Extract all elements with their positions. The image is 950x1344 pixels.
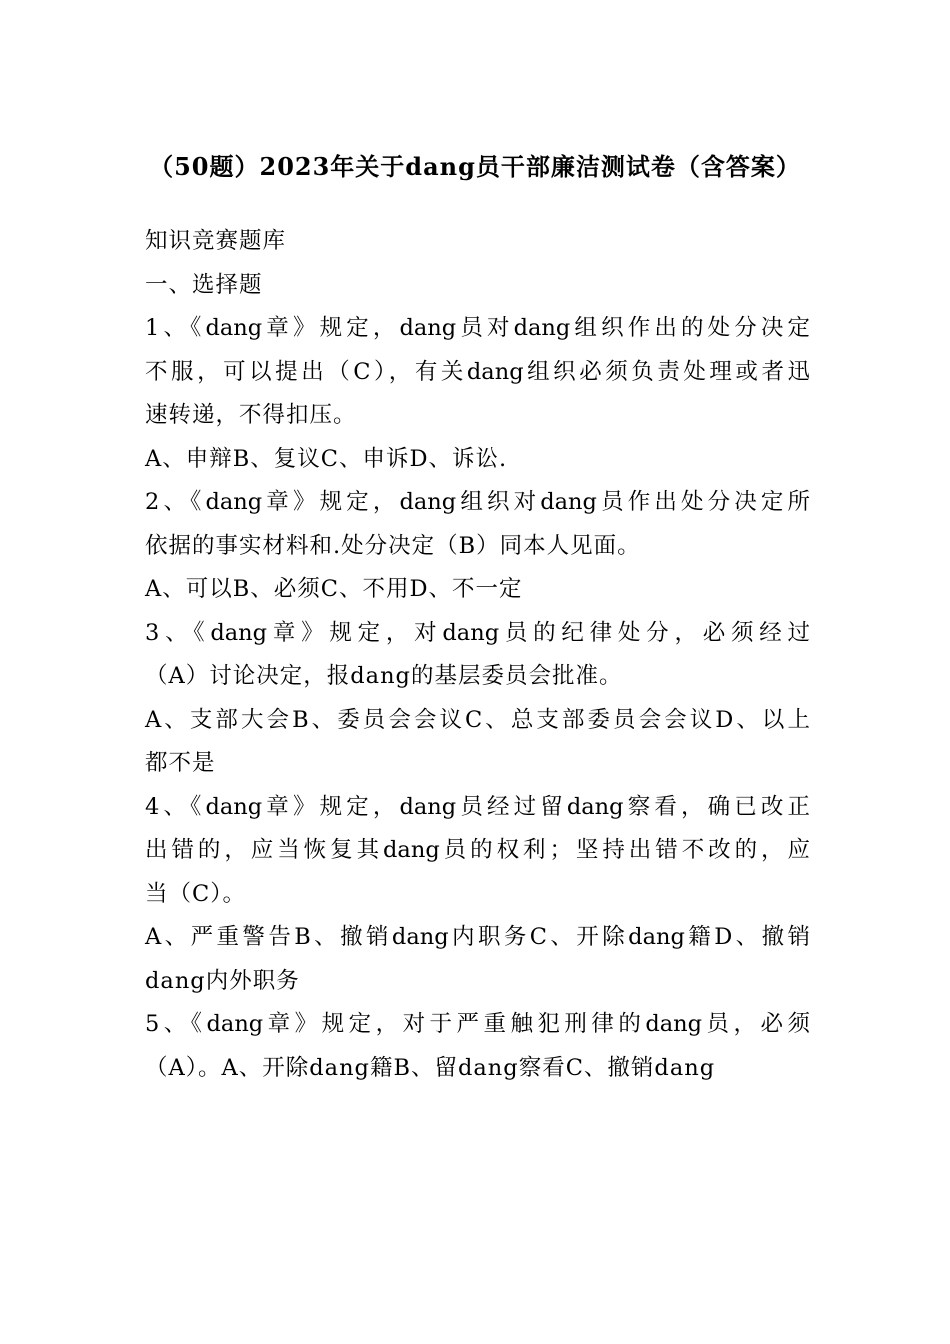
question-4-line-2: 出错的，应当恢复其dang员的权利；坚持出错不改的，应: [145, 837, 810, 863]
question-1-options: A、申辩B、复议C、申诉D、诉讼.: [145, 445, 508, 472]
question-3-options-line-2: 都不是: [145, 750, 216, 776]
question-4-line-1: 4、《dang章》规定，dang员经过留dang察看，确已改正: [145, 793, 810, 820]
question-3-options-line-1: A、支部大会B、委员会会议C、总支部委员会会议D、以上: [145, 706, 810, 733]
subsection-heading: 一、选择题: [145, 271, 263, 298]
question-3-line-2: （A）讨论决定，报dang的基层委员会批准。: [145, 663, 623, 689]
question-5-line-2: （A）。A、开除dang籍B、留dang察看C、撤销dang: [145, 1054, 716, 1081]
question-2-options: A、可以B、必须C、不用D、不一定: [145, 576, 523, 602]
question-1-line-1: 1、《dang章》规定，dang员对dang组织作出的处分决定: [145, 315, 810, 341]
document-title: （50题）2023年关于dang员干部廉洁测试卷（含答案）: [149, 152, 801, 181]
question-4-options-line-1: A、严重警告B、撤销dang内职务C、开除dang籍D、撤销: [145, 924, 810, 950]
question-4-options-line-2: dang内外职务: [145, 967, 300, 994]
question-4-line-3: 当（C）。: [145, 880, 246, 907]
question-1-line-2: 不服，可以提出（C），有关dang组织必须负责处理或者迅: [145, 358, 810, 385]
section-heading: 知识竞赛题库: [145, 228, 287, 254]
document-body: [145, 220, 810, 1090]
question-5-line-1: 5、《dang章》规定，对于严重触犯刑律的dang员，必须: [145, 1011, 810, 1037]
question-1-line-3: 速转递，不得扣压。: [145, 402, 357, 428]
question-2-line-2: 依据的事实材料和.处分决定（B）同本人见面。: [145, 532, 641, 559]
question-3-line-1: 3、《dang章》规定，对dang员的纪律处分，必须经过: [145, 619, 810, 646]
question-2-line-1: 2、《dang章》规定，dang组织对dang员作出处分决定所: [145, 489, 810, 515]
